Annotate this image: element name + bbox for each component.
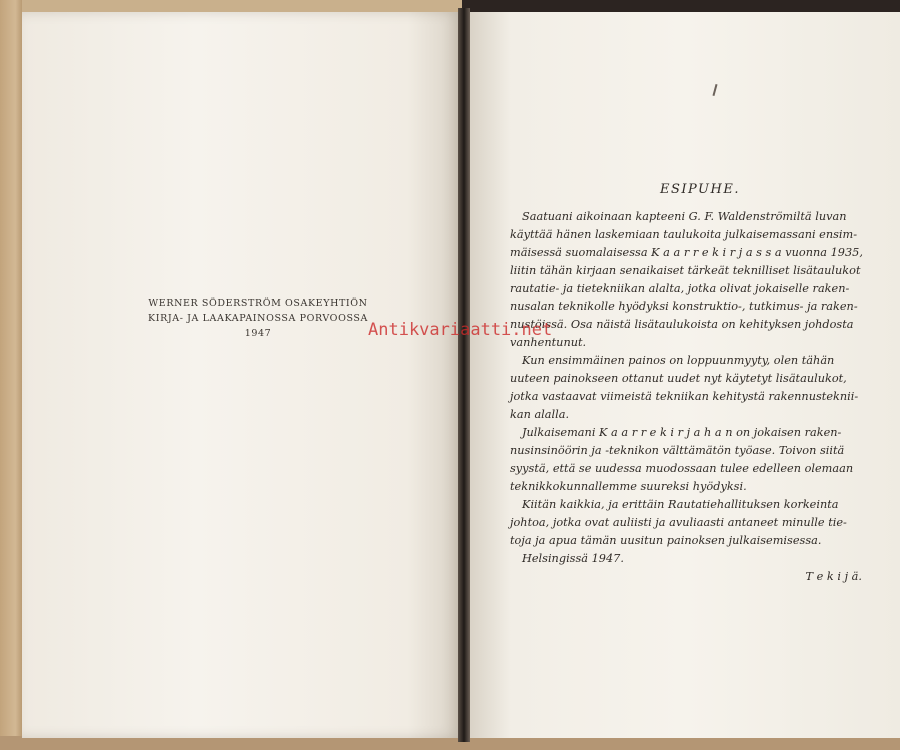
preface-line: kan alalla. bbox=[510, 408, 570, 421]
preface-line: liitin tähän kirjaan senaikaiset tärkeät teknilliset lisätaulukot bbox=[510, 264, 861, 277]
preface-text bbox=[510, 208, 880, 586]
watermark-text: Antikvariaatti.net bbox=[368, 320, 553, 340]
imprint-line-2: KIRJA- JA LAAKAPAINOSSA PORVOOSSA bbox=[148, 313, 368, 324]
preface-line: nustöissä. Osa näistä lisätaulukoista on kehityksen johdosta bbox=[510, 318, 854, 331]
preface-signature: T e k i j ä. bbox=[805, 570, 862, 583]
preface-line: uuteen painokseen ottanut uudet nyt käytetyt lisätaulukot, bbox=[510, 372, 847, 385]
preface-line: nusalan teknikolle hyödyksi konstruktio-, tutkimus- ja raken- bbox=[510, 300, 858, 313]
imprint-line-3: 1947 bbox=[244, 328, 272, 339]
preface-line: jotka vastaavat viimeistä tekniikan kehitystä rakennusteknii- bbox=[510, 390, 859, 403]
preface-line: toja ja apua tämän uusitun painoksen julkaisemisessa. bbox=[510, 534, 822, 547]
book-gutter bbox=[458, 8, 470, 742]
imprint-line-1: WERNER SÖDERSTRÖM OSAKEYHTIÖN bbox=[148, 298, 368, 309]
preface-line: rautatie- ja tietekniikan alalta, jotka olivat jokaiselle raken- bbox=[510, 282, 850, 295]
printer-imprint bbox=[108, 296, 408, 341]
preface-line: johtoa, jotka ovat auliisti ja avuliaasti antaneet minulle tie- bbox=[510, 516, 847, 529]
preface-line: vanhentunut. bbox=[510, 336, 587, 349]
preface-line: Kiitän kaikkia, ja erittäin Rautatiehallituksen korkeinta bbox=[522, 498, 839, 511]
preface-line: mäisessä suomalaisessa K a a r r e k i r j a s s a vuonna 1935, bbox=[510, 246, 863, 259]
left-page bbox=[22, 12, 460, 738]
book-cover-left-edge bbox=[0, 0, 22, 750]
preface-line: syystä, että se uudessa muodossaan tulee edelleen olemaan bbox=[510, 462, 854, 475]
preface-line: nusinsinöörin ja -teknikon välttämätön työase. Toivon siitä bbox=[510, 444, 845, 457]
preface-line: Helsingissä 1947. bbox=[522, 552, 624, 565]
preface-line: käyttää hänen laskemiaan taulukoita julkaisemassani ensim- bbox=[510, 228, 858, 241]
preface-line: Saatuani aikoinaan kapteeni G. F. Waldenströmiltä luvan bbox=[522, 210, 847, 223]
preface-heading: ESIPUHE. bbox=[660, 182, 740, 197]
preface-line: teknikkokunnallemme suureksi hyödyksi. bbox=[510, 480, 747, 493]
book-cover-bottom-edge bbox=[0, 736, 900, 750]
preface-line: Julkaisemani K a a r r e k i r j a h a n on jokaisen raken- bbox=[522, 426, 842, 439]
preface-line: Kun ensimmäinen painos on loppuunmyyty, olen tähän bbox=[522, 354, 835, 367]
